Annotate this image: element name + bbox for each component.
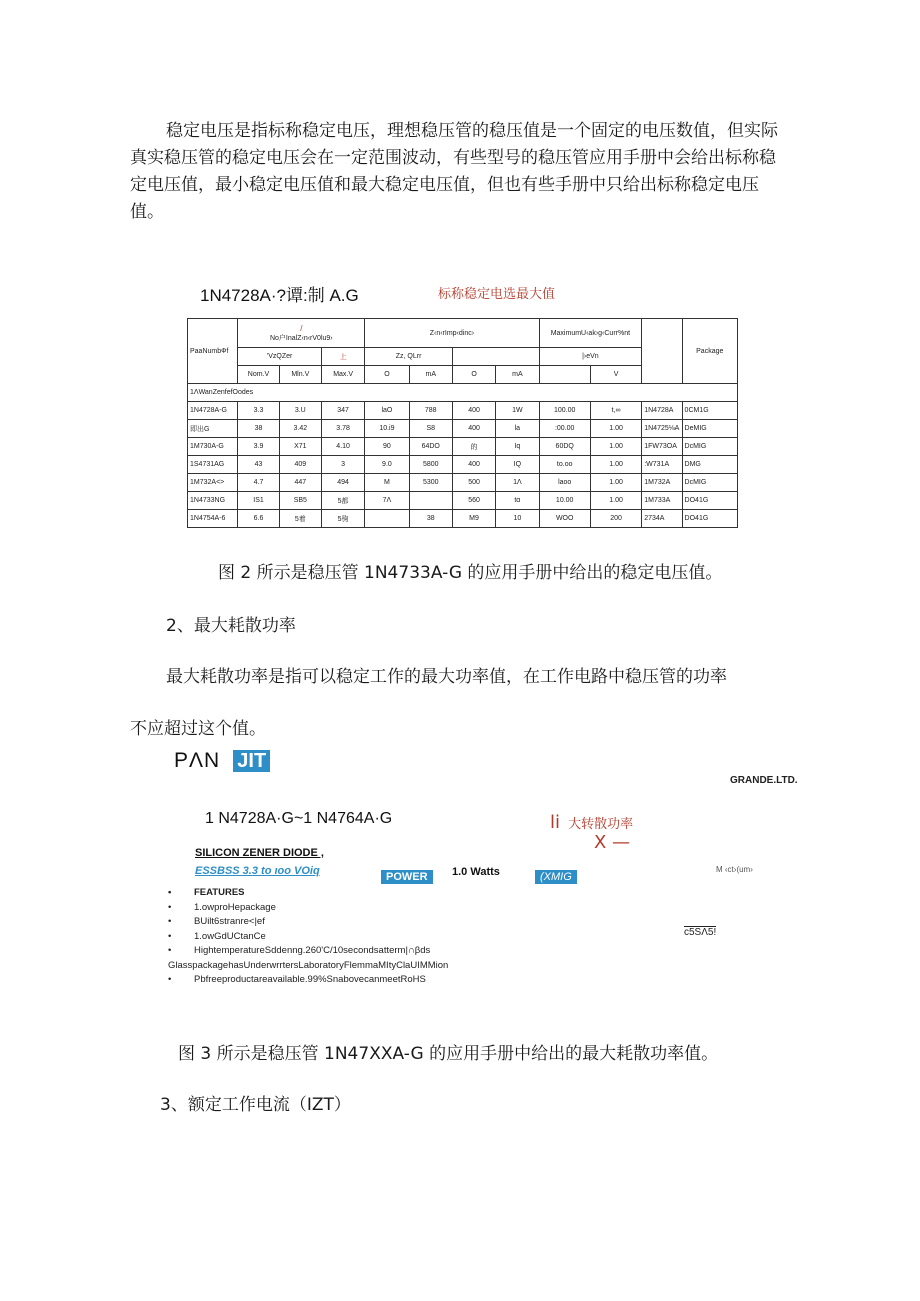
logo-box: JIT [233,750,270,772]
intro-paragraph [130,118,790,226]
table-cell: 560 [452,492,495,510]
table-cell: 0CM1G [682,402,737,420]
table-cell: to.oo [539,456,590,474]
table-row [188,420,738,438]
unit: V [590,366,641,384]
header-zz: Zz, QLrr [365,348,453,366]
table-cell: 500 [452,474,495,492]
table-cell: SB5 [279,492,321,510]
annotation-prefix: li [550,812,561,833]
table-cell: 347 [321,402,364,420]
package-badge: (XMIG [535,865,577,884]
table-cell: 1N4725⅛A [642,420,682,438]
unit: O [365,366,409,384]
zener-spec-table [187,318,738,528]
annotation-x-mark: X — [594,832,631,853]
unit: Mln.V [279,366,321,384]
datasheet-subtitle: SILICON ZENER DIODE , [195,847,324,859]
table-cell: 409 [279,456,321,474]
table-cell: 400 [452,420,495,438]
table-cell: DO41G [682,510,737,528]
table-cell: 788 [409,402,452,420]
table-cell: 38 [409,510,452,528]
table-cell: 100.00 [539,402,590,420]
table-cell: 1.00 [590,456,641,474]
table-cell: 1N4733NG [188,492,238,510]
package-note: M ‹ct›(um› [716,865,753,874]
table-row [188,456,738,474]
table-cell: IS1 [238,492,279,510]
table-cell: 494 [321,474,364,492]
table-cell: :W731A [642,456,682,474]
feature-item: • 1.owGdUCtanCe [168,930,430,945]
table-cell: 1FW73OA [642,438,682,456]
table-cell: 1M732A<> [188,474,238,492]
table-cell: 1N4728A-G [188,402,238,420]
company-name: GRANDE.LTD. [730,775,798,786]
table-cell: 1.00 [590,438,641,456]
figure3-annotation: li 大转散功率 [550,812,634,833]
table-cell: 3.78 [321,420,364,438]
table-cell: 5300 [409,474,452,492]
intro-text: 稳定电压是指标称稳定电压，理想稳压管的稳压值是一个固定的电压数值，但实际真实稳压管的稳定电压会在一定范围波动，有些型号的稳压管应用手册中会给出标称稳定电压值，最小稳定电压值和最大稳定电压值，但也有些手册中只给出标称稳定电压值。 [130,121,778,222]
table-cell: 64DO [409,438,452,456]
table-cell: M9 [452,510,495,528]
header-nominal: / No户InalZ‹n‹rV0lu9› [238,319,365,348]
table-cell: 5800 [409,456,452,474]
table-cell: 1N4728A [642,402,682,420]
table-cell: 的 [452,438,495,456]
table-cell: 90 [365,438,409,456]
table-cell: 400 [452,402,495,420]
figure2-annotation: 标称稳定电选最大值 [438,287,556,302]
unit: mA [409,366,452,384]
figure3-title: 1 N4728A·G~1 N4764A·G [205,810,393,827]
table-cell: WOO [539,510,590,528]
table-cell: 10 [496,510,539,528]
figure3-caption: 图 3 所示是稳压管 1N47XXA-G 的应用手册中给出的最大耗散功率值。 [178,1044,719,1064]
section2-text2: 不应超过这个值。 [130,719,266,739]
header-package: Package [682,319,737,384]
table-cell: laoo [539,474,590,492]
table-cell: 7Λ [365,492,409,510]
table-cell: 60DQ [539,438,590,456]
table-cell: 4.7 [238,474,279,492]
table-row [188,492,738,510]
table-cell: 2734A [642,510,682,528]
brand-logo [174,749,270,773]
header-vz: 'VzQZer [238,348,322,366]
power-value: 1.0 Watts [452,866,500,878]
section3-heading: 3、额定工作电流（IZT） [160,1095,351,1115]
table-cell: 5都 [321,492,364,510]
table-cell: DcMIG [682,474,737,492]
table-cell: 3.3 [238,402,279,420]
header-part-number: PaaNumbФf [188,319,238,384]
table-row [188,510,738,528]
unit: O [452,366,495,384]
power-badge: POWER [381,865,433,884]
unit: Nom.V [238,366,279,384]
unit: mA [496,366,539,384]
header-zener-impedance: Z‹n‹rImp‹dinc› [365,319,539,348]
table-cell [409,492,452,510]
features-heading: • FEATURES [168,886,430,901]
table-cell: 3.U [279,402,321,420]
feature-item: • 1.owproHepackage [168,901,430,916]
table-cell: 1Λ [496,474,539,492]
feature-item: • HightemperatureSddenng.260'C/10secondsatterm|∩βds [168,944,430,959]
table-cell: 1N4754A-6 [188,510,238,528]
table-cell: 43 [238,456,279,474]
table-row [188,474,738,492]
table-cell: DMG [682,456,737,474]
table-cell: 200 [590,510,641,528]
table-cell: 1W [496,402,539,420]
group-label: 1ΛWanZenfefOodes [188,384,738,402]
feature-item: • BUilt6stranre<|ef [168,915,430,930]
table-cell: 1M733A [642,492,682,510]
feature-glass: GlasspackagehasUnderwrrtersLaboratoryFlemmaMItyClaUIMMion [168,960,449,971]
table-cell: laO [365,402,409,420]
figure2-caption: 图 2 所示是稳压管 1N4733A-G 的应用手册中给出的稳定电压值。 [218,563,723,583]
voltage-range: ESSBSS 3.3 to ιoo VOiq [195,865,320,877]
table-cell: Iq [496,438,539,456]
table-cell: IQ [496,456,539,474]
table-cell: DcMIG [682,438,737,456]
table-cell: 5驹 [321,510,364,528]
table-cell: 1.00 [590,420,641,438]
table-cell: X71 [279,438,321,456]
table-cell: 10.i9 [365,420,409,438]
table-cell: 6.6 [238,510,279,528]
table-cell: 9.0 [365,456,409,474]
table-cell: 3.42 [279,420,321,438]
spec-rows [188,402,738,528]
table-cell: 1M732A [642,474,682,492]
logo-text: PΛN [174,749,221,772]
table-cell: 10.00 [539,492,590,510]
feature-pb: • Pbfreeproductareavailable.99%SnabovecanmeetRoHS [168,973,426,988]
table-cell: 1.00 [590,492,641,510]
table-cell: 即出G [188,420,238,438]
table-cell: 1.00 [590,474,641,492]
table-cell [365,510,409,528]
table-cell: 3 [321,456,364,474]
features-list [168,886,430,959]
table-cell: 5着 [279,510,321,528]
section2-text1: 最大耗散功率是指可以稳定工作的最大功率值，在工作电路中稳压管的功率 [166,667,727,687]
table-cell: la [496,420,539,438]
header-max: MaximumU‹ak›g‹Curr%nt [539,319,642,348]
table-cell: M [365,474,409,492]
package-code: c5SΛ5! [684,927,717,938]
table-cell: 4.10 [321,438,364,456]
section2-heading: 2、最大耗散功率 [166,616,296,636]
red-mark: 上 [321,348,364,366]
slash-mark: / [300,323,303,333]
features-list-pb [168,973,426,988]
table-cell: DO41G [682,492,737,510]
table-cell: 447 [279,474,321,492]
table-cell: 400 [452,456,495,474]
table-row [188,438,738,456]
table-cell: t,∞ [590,402,641,420]
table-row [188,402,738,420]
unit: Max.V [321,366,364,384]
table-cell: 1S4731AG [188,456,238,474]
table-cell: tα [496,492,539,510]
table-cell: 3.9 [238,438,279,456]
table-cell: :00.00 [539,420,590,438]
table-cell: 1M730A-G [188,438,238,456]
figure2-title: 1N4728A·?谭:制 A.G [200,286,359,305]
table-cell: DeMIG [682,420,737,438]
table-cell: 38 [238,420,279,438]
header-ir: |›eVn [539,348,642,366]
table-cell: S8 [409,420,452,438]
